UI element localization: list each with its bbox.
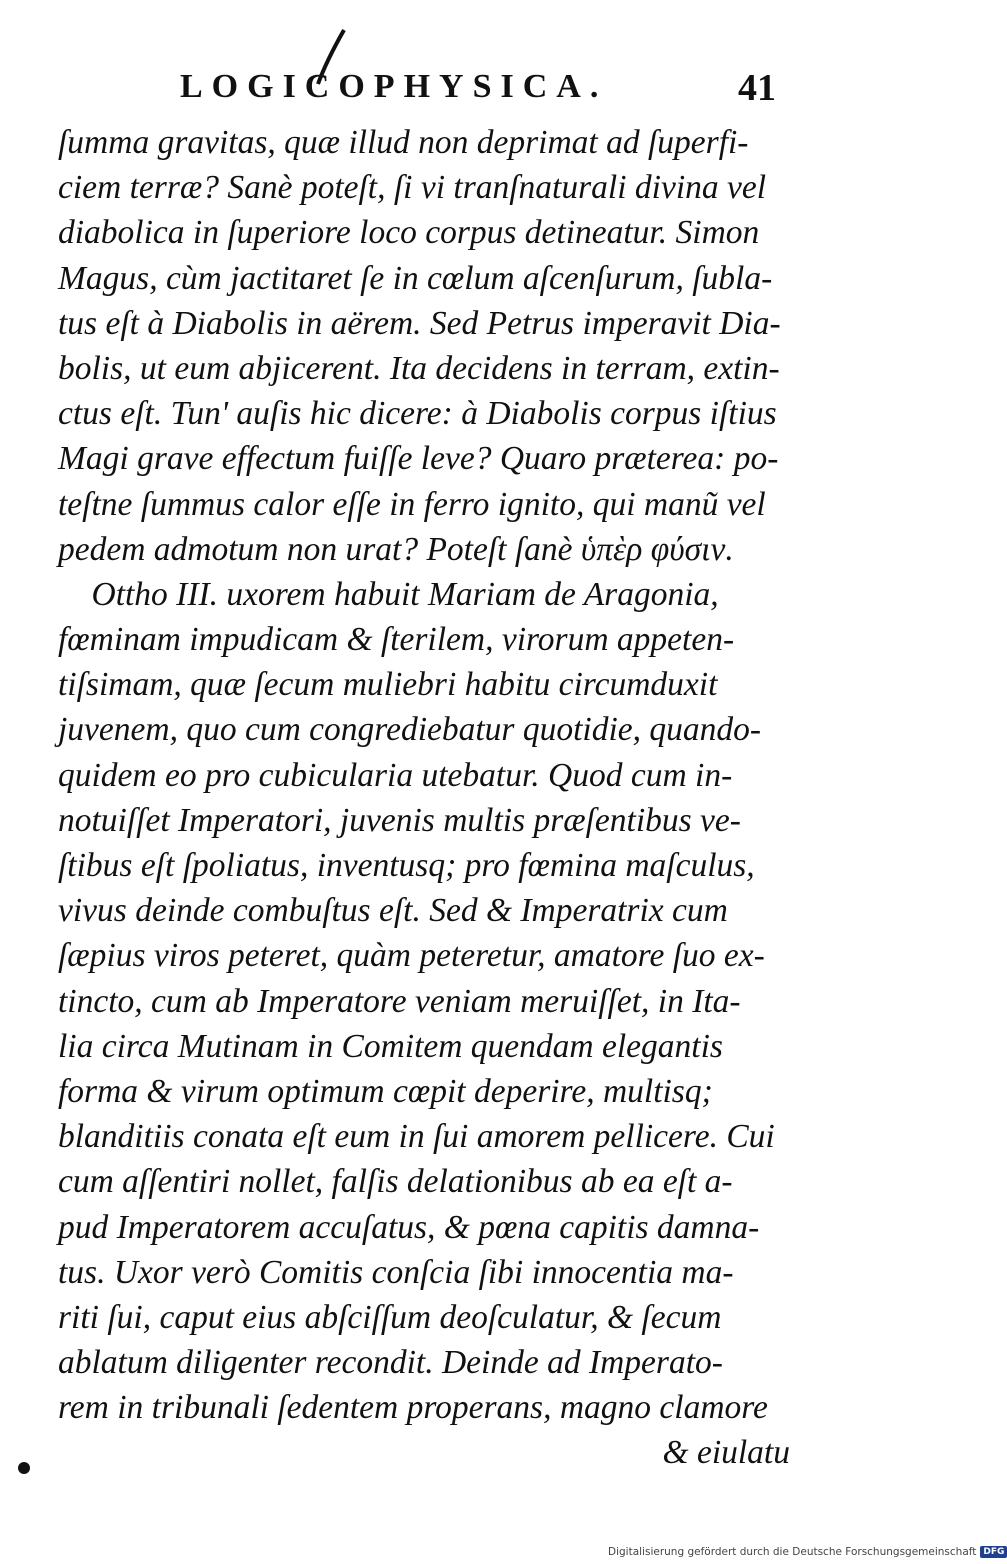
catchword-line: [58, 1430, 790, 1475]
text-line: vivus deinde combuſtus eſt. Sed & Imperatrix cum: [58, 892, 728, 930]
text-line: ſtibus eſt ſpoliatus, inventusq; pro fœmina maſculus,: [58, 847, 755, 884]
running-head: LOGICOPHYSICA.: [180, 68, 608, 105]
text-line: cum aſſentiri nollet, falſis delationibus ab ea eſt a-: [58, 1163, 733, 1201]
text-line: forma & virum optimum cœpit deperire, multisq;: [58, 1072, 713, 1110]
ink-dot-mark: [18, 1462, 30, 1474]
text-line: riti ſui, caput eius abſciſſum deoſculatur, & ſecum: [58, 1298, 722, 1336]
text-line: lia circa Mutinam in Comitem quendam elegantis: [58, 1027, 723, 1065]
text-line: ſæpius viros peteret, quàm peteretur, amatore ſuo ex-: [58, 937, 765, 975]
text-line: pud Imperatorem accuſatus, & pœna capitis damna-: [58, 1208, 760, 1246]
paragraph-start-line: Ottho III. uxorem habuit Mariam de Aragonia,: [58, 575, 719, 613]
text-line: Magi grave effectum fuiſſe leve? Quaro præterea: po-: [58, 440, 779, 478]
text-line: tiſsimam, quæ ſecum muliebri habitu circumduxit: [58, 666, 718, 704]
footer-credit: Digitalisierung gefördert durch die Deutsche Forschungsgemeinschaft: [608, 1546, 977, 1558]
catchword: & eiulatu: [662, 1434, 790, 1472]
text-line: rem in tribunali ſedentem properans, magno clamore: [58, 1389, 768, 1427]
page-number: 41: [738, 67, 776, 109]
text-line: ctus eſt. Tun' auſis hic dicere: à Diabolis corpus iſtius: [58, 395, 777, 433]
text-line: notuiſſet Imperatori, juvenis multis præſentibus ve-: [58, 801, 741, 839]
text-line: quidem eo pro cubicularia utebatur. Quod cum in-: [58, 756, 733, 794]
text-line: bolis, ut eum abjicerent. Ita decidens in terram, extin-: [58, 349, 780, 387]
text-line: teſtne ſummus calor eſſe in ferro ignito, qui manũ vel: [58, 485, 766, 523]
ink-stroke-mark: [310, 28, 350, 88]
text-line: ſumma gravitas, quæ illud non deprimat ad ſuperfi-: [58, 124, 749, 161]
text-line: diabolica in ſuperiore loco corpus detineatur. Simon: [58, 214, 760, 252]
text-line: fœminam impudicam & ſterilem, virorum appeten-: [58, 621, 735, 659]
dfg-logo: DFG: [980, 1546, 1007, 1558]
text-line: blanditiis conata eſt eum in ſui amorem pellicere. Cui: [58, 1118, 775, 1156]
text-line: tus. Uxor verò Comitis conſcia ſibi innocentia ma-: [58, 1253, 734, 1291]
body-text: [58, 120, 790, 1476]
text-line: ciem terræ? Sanè poteſt, ſi vi tranſnaturali divina vel: [58, 169, 767, 207]
text-line: pedem admotum non urat? Poteſt ſanè ὑπὲρ φύσιν.: [58, 530, 734, 568]
text-line: tus eſt à Diabolis in aërem. Sed Petrus imperavit Dia-: [58, 304, 781, 342]
text-line: tincto, cum ab Imperatore veniam meruiſſet, in Ita-: [58, 982, 741, 1020]
text-line: ablatum diligenter recondit. Deinde ad Imperato-: [58, 1344, 723, 1382]
text-line: Magus, cùm jactitaret ſe in cœlum aſcenſurum, ſubla-: [58, 259, 773, 297]
digitization-footer: [608, 1544, 1007, 1560]
page-header: [180, 68, 790, 116]
text-line: juvenem, quo cum congrediebatur quotidie, quando-: [58, 711, 762, 749]
